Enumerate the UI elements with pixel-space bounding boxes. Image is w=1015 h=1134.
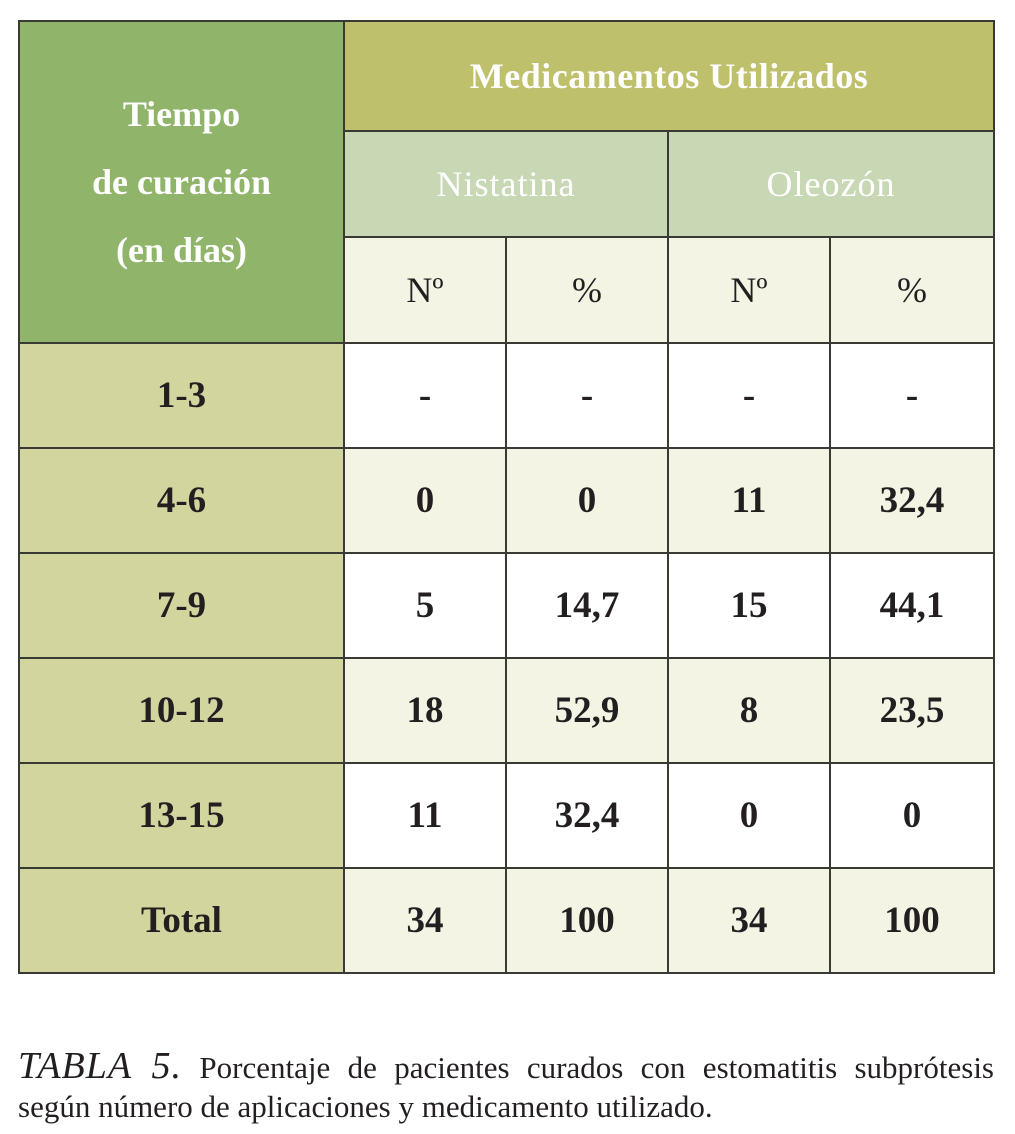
- table-cell: 11: [344, 763, 506, 868]
- table-cell: 15: [668, 553, 830, 658]
- drug-header-nistatina: Nistatina: [344, 131, 668, 237]
- table-cell: 0: [830, 763, 994, 868]
- table-caption: [18, 1047, 994, 1126]
- table-cell: -: [344, 343, 506, 448]
- medications-header: Medicamentos Utilizados: [344, 21, 994, 131]
- time-header-line: Tiempo: [122, 94, 241, 134]
- table-cell: 34: [668, 868, 830, 973]
- table-cell: 23,5: [830, 658, 994, 763]
- table-row: [19, 658, 994, 763]
- caption-text: Porcentaje de pacientes curados con estomatitis subprótesis según número de aplicaciones y medicamento utilizado.: [18, 1050, 994, 1124]
- row-label: 7-9: [19, 553, 344, 658]
- results-table: [18, 20, 995, 974]
- row-label: 1-3: [19, 343, 344, 448]
- table-cell: 0: [344, 448, 506, 553]
- row-label: Total: [19, 868, 344, 973]
- table-cell: -: [506, 343, 668, 448]
- table-cell: 52,9: [506, 658, 668, 763]
- time-header-line: (en días): [115, 230, 247, 270]
- table-row-total: [19, 868, 994, 973]
- table-row: [19, 553, 994, 658]
- table-cell: 0: [668, 763, 830, 868]
- table-row: [19, 763, 994, 868]
- subheader-count: Nº: [344, 237, 506, 343]
- table-row: [19, 448, 994, 553]
- table-cell: 18: [344, 658, 506, 763]
- table-cell: -: [830, 343, 994, 448]
- table-cell: 11: [668, 448, 830, 553]
- table-cell: 0: [506, 448, 668, 553]
- table-cell: 5: [344, 553, 506, 658]
- table-cell: -: [668, 343, 830, 448]
- drug-header-oleozon: Oleozón: [668, 131, 994, 237]
- table-cell: 100: [506, 868, 668, 973]
- table-cell: 8: [668, 658, 830, 763]
- time-header-line: de curación: [92, 162, 271, 202]
- caption-label: TABLA 5.: [18, 1045, 183, 1087]
- table-cell: 34: [344, 868, 506, 973]
- table-cell: 32,4: [506, 763, 668, 868]
- subheader-percent: %: [506, 237, 668, 343]
- table-cell: 44,1: [830, 553, 994, 658]
- table-cell: 14,7: [506, 553, 668, 658]
- table-cell: 100: [830, 868, 994, 973]
- subheader-count: Nº: [668, 237, 830, 343]
- row-label: 13-15: [19, 763, 344, 868]
- row-label: 4-6: [19, 448, 344, 553]
- row-label: 10-12: [19, 658, 344, 763]
- table-row: [19, 343, 994, 448]
- time-header: [19, 21, 344, 343]
- subheader-percent: %: [830, 237, 994, 343]
- table-cell: 32,4: [830, 448, 994, 553]
